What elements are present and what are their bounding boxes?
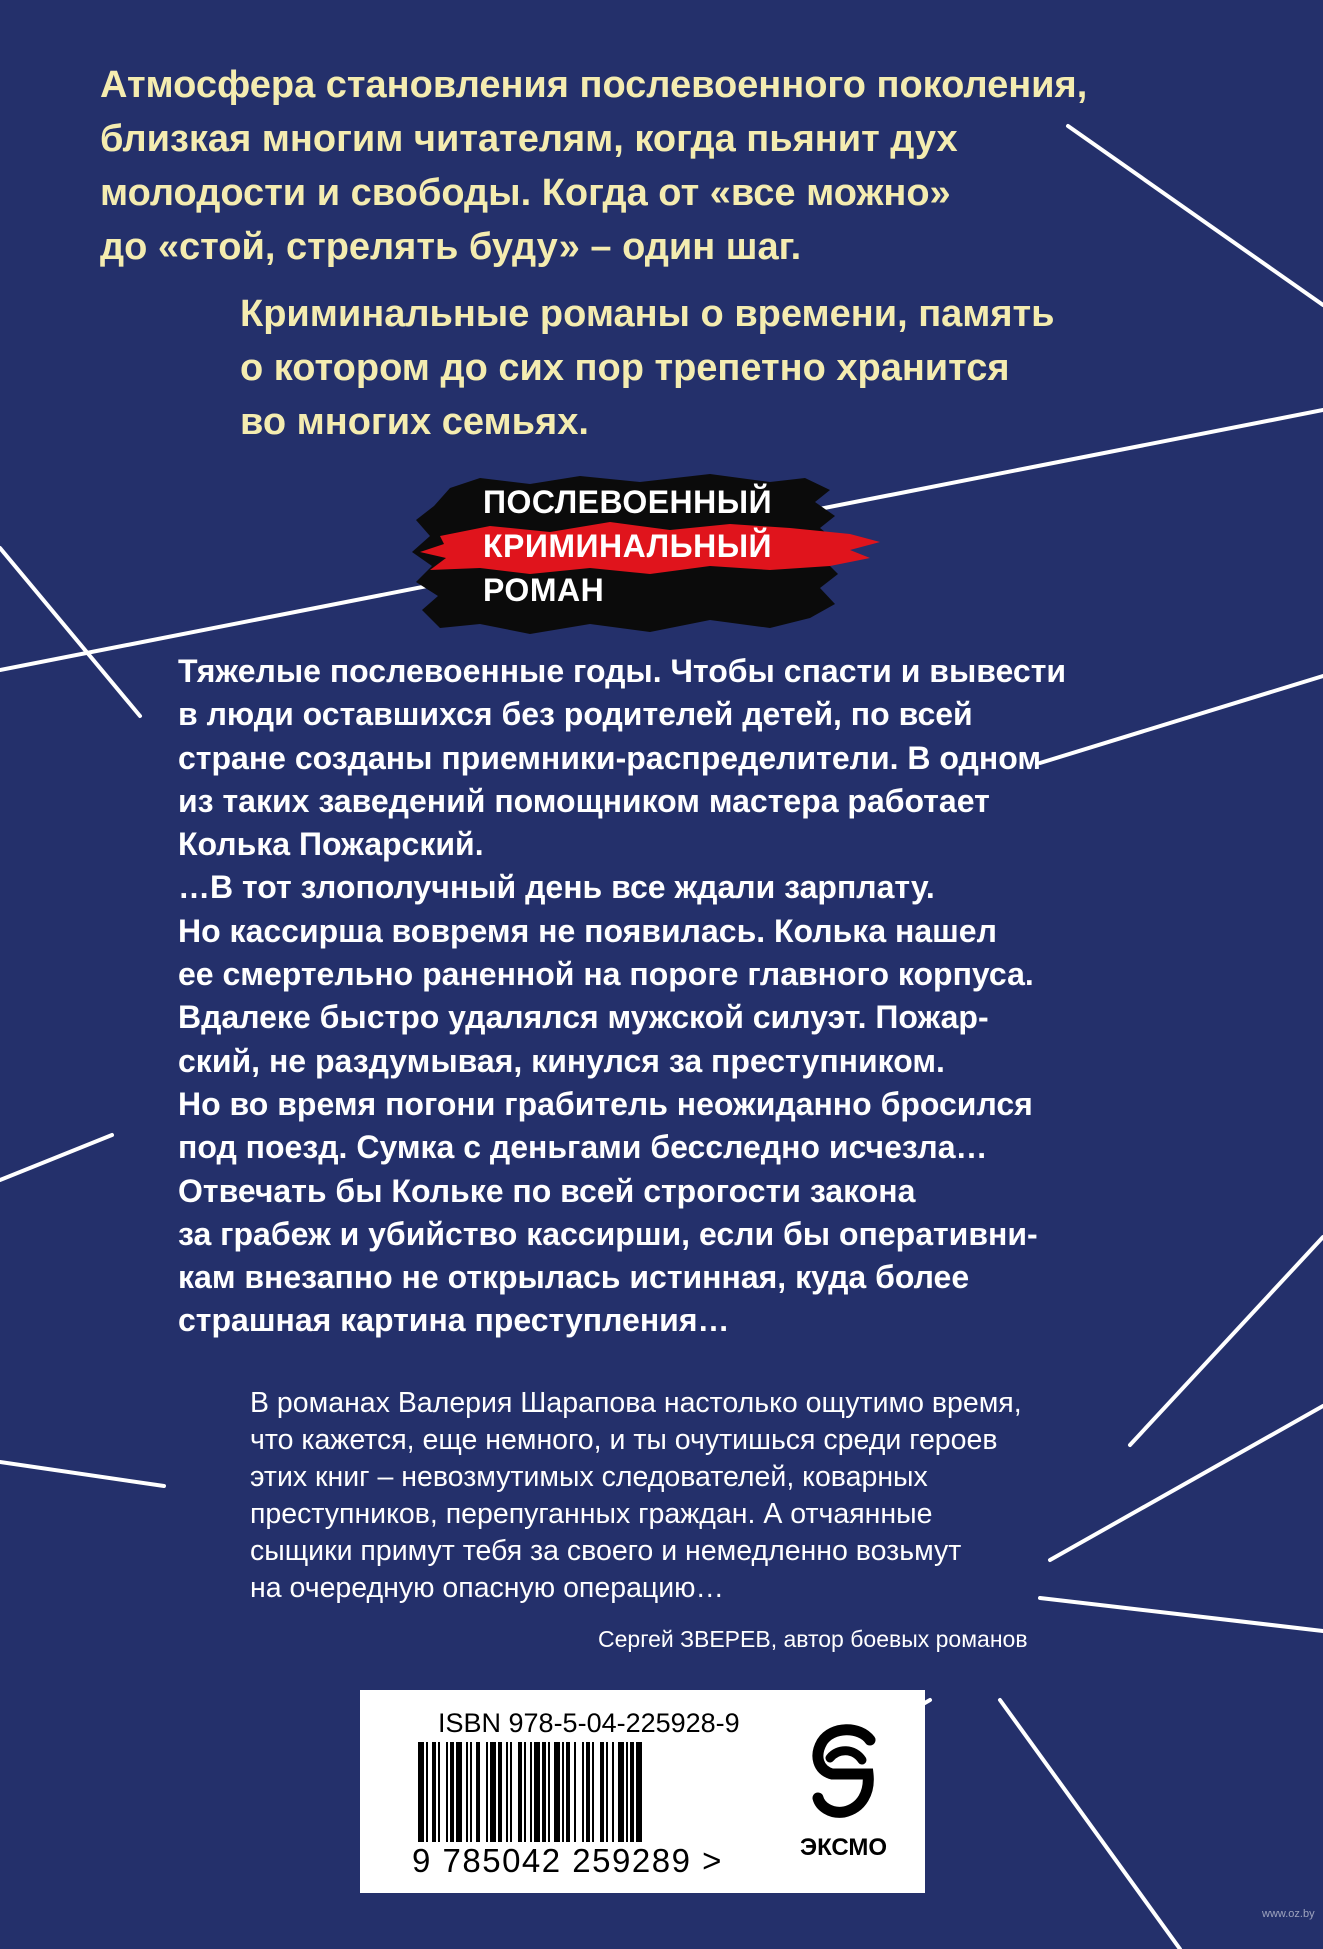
isbn-label: ISBN 978-5-04-225928-9 [438, 1708, 740, 1738]
barcode-digits: 9 785042 259289 > [412, 1842, 723, 1879]
badge-line-2: КРИМИНАЛЬНЫЙ [483, 528, 773, 564]
publisher-name: ЭКСМО [800, 1834, 888, 1861]
synopsis-line: из таких заведений помощником мастера работает [178, 782, 990, 819]
eksmo-logo-icon [808, 1718, 888, 1828]
intro-headline [100, 58, 1087, 274]
quote-line: этих книг – невозмутимых следователей, коварных [250, 1461, 928, 1493]
review-quote [250, 1385, 1022, 1607]
synopsis-line: под поезд. Сумка с деньгами бесследно исчезла… [178, 1129, 988, 1166]
watermark: www.oz.by [1262, 1908, 1315, 1920]
synopsis [178, 650, 1066, 1343]
series-badge [410, 470, 890, 640]
quote-line: на очередную опасную операцию… [250, 1572, 725, 1604]
synopsis-line: кам внезапно не открылась истинная, куда более [178, 1259, 970, 1296]
barcode-panel [360, 1690, 925, 1893]
quote-line: сыщики примут тебя за своего и немедленно возьмут [250, 1535, 962, 1567]
synopsis-line: страшная картина преступления… [178, 1302, 730, 1339]
quote-line: преступников, перепуганных граждан. А отчаянные [250, 1498, 933, 1530]
intro2-line: во многих семьях. [240, 401, 589, 443]
synopsis-line: Тяжелые послевоенные годы. Чтобы спасти и вывести [178, 653, 1067, 689]
badge-line-3: РОМАН [483, 572, 605, 608]
synopsis-line: Но во время погони грабитель неожиданно бросился [178, 1085, 1033, 1122]
quote-attribution: Сергей ЗВЕРЕВ, автор боевых романов [598, 1626, 1028, 1652]
synopsis-line: Колька Пожарский. [178, 826, 484, 863]
synopsis-line: в люди оставшихся без родителей детей, по всей [178, 696, 973, 733]
badge-line-1: ПОСЛЕВОЕННЫЙ [483, 484, 773, 520]
intro2-line: о котором до сих пор трепетно хранится [240, 347, 1010, 389]
quote-line: В романах Валерия Шарапова настолько ощутимо время, [250, 1387, 1022, 1419]
synopsis-line: Отвечать бы Кольке по всей строгости закона [178, 1172, 916, 1209]
synopsis-line: за грабеж и убийство кассирши, если бы оперативни- [178, 1215, 1038, 1252]
intro2-line: Криминальные романы о времени, память [240, 293, 1055, 335]
intro-subheadline [240, 287, 1055, 449]
synopsis-line: ский, не раздумывая, кинулся за преступником. [178, 1042, 945, 1079]
synopsis-line: Вдалеке быстро удалялся мужской силуэт. Пожар- [178, 999, 989, 1036]
barcode-icon [418, 1742, 728, 1842]
intro-line: до «стой, стрелять буду» – один шаг. [100, 226, 802, 268]
synopsis-line: стране созданы приемники-распределители. В одном [178, 739, 1041, 776]
synopsis-line: ее смертельно раненной на пороге главного корпуса. [178, 956, 1034, 993]
quote-line: что кажется, еще немного, и ты очутишься среди героев [250, 1424, 998, 1456]
synopsis-line: …В тот злополучный день все ждали зарплату. [178, 869, 935, 906]
intro-line: молодости и свободы. Когда от «все можно» [100, 172, 951, 214]
intro-line: близкая многим читателям, когда пьянит дух [100, 118, 958, 160]
synopsis-line: Но кассирша вовремя не появилась. Колька нашел [178, 912, 997, 949]
intro-line: Атмосфера становления послевоенного поколения, [100, 64, 1088, 106]
